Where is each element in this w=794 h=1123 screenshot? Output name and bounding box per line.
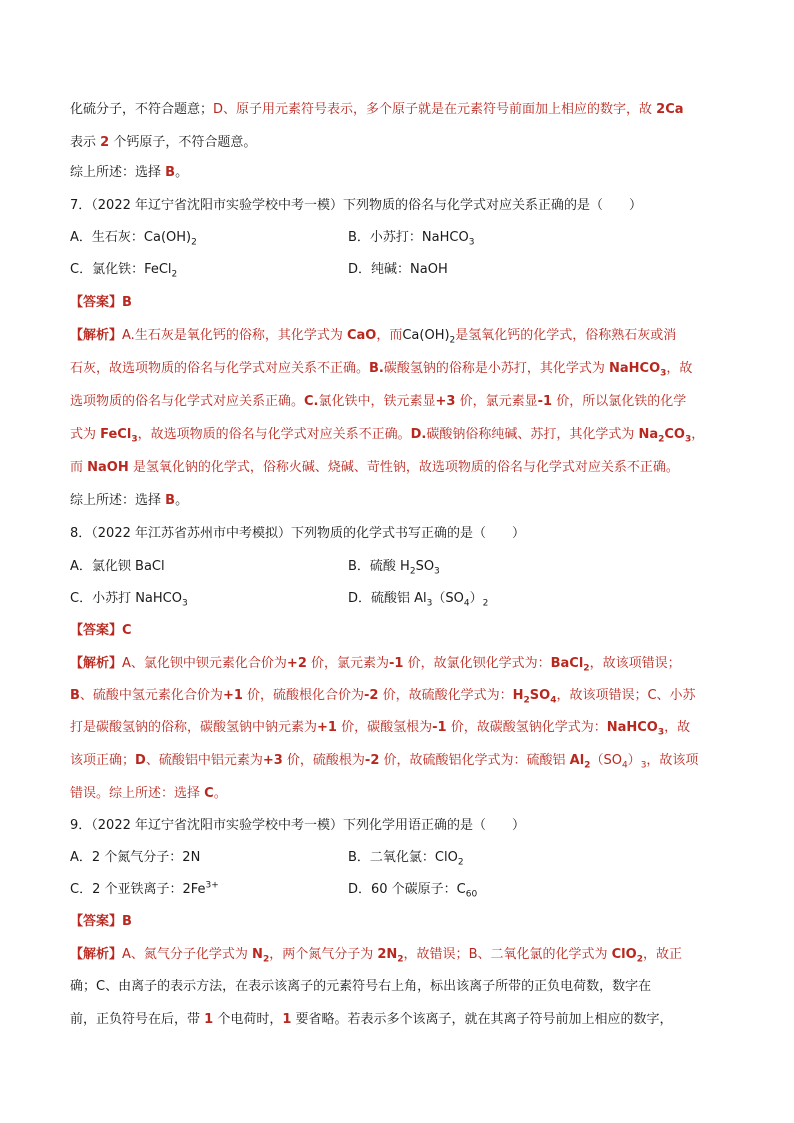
q8-explanation-line-4: 该项正确；D、硫酸铝中铝元素为+3 价，硫酸根为-2 价，故硫酸铝化学式为：硫酸铝 $Al_2(SO_4)_3$，故该项 xyxy=(70,753,699,771)
question-number: 7． xyxy=(70,198,92,213)
question-source: （2022 年辽宁省沈阳市实验学校中考一模） xyxy=(91,198,343,213)
q9-answer xyxy=(70,912,132,932)
q9-explanation-line-3: 前，正负符号在后，带 1 个电荷时，1 要省略。若表示多个该离子，就在其离子符号前加上相应的数字， xyxy=(70,1012,673,1027)
formula: 2Ca xyxy=(656,102,684,117)
q7-answer xyxy=(70,293,132,313)
question-number: 9． xyxy=(70,818,92,833)
q9-explanation-line-1: 【解析】A、氮气分子化学式为 $N_2$，两个氮气分子为 $2N_2$，故错误；B、二氧化氯的化学式为 ClO$_2$，故正 xyxy=(70,947,682,965)
q6-summary xyxy=(70,163,188,183)
explanation-tag: 【解析】 xyxy=(70,656,123,671)
answer-tag: 【答案】 xyxy=(70,623,123,638)
q9-stem xyxy=(70,816,525,836)
answer-letter: C xyxy=(122,623,132,638)
q8-explanation-line-3: 打是碳酸氢钠的俗称，碳酸氢钠中钠元素为+1 价，碳酸氢根为-1 价，故碳酸氢钠化学式为：NaHCO$_3$，故 xyxy=(70,720,691,738)
q7-options-row-1 xyxy=(70,228,730,248)
text: 表示 xyxy=(70,135,101,150)
text: D、原子用元素符号表示，多个原子就是在元素符号前面加上相应的数字，故 xyxy=(213,102,657,117)
answer-tag: 【答案】 xyxy=(70,914,123,929)
q7-stem xyxy=(70,196,642,216)
q7-explanation-line-3: 选项物质的俗名与化学式对应关系正确。C.氯化铁中，铁元素显+3 价，氯元素显-1 价，所以氯化铁的化学 xyxy=(70,394,687,409)
q7-option-c: C．氯化铁：FeCl$_2$ xyxy=(70,262,178,280)
q7-explanation-line-5: 而 NaOH 是氢氧化钠的化学式，俗称火碱、烧碱、苛性钠，故选项物质的俗名与化学式对应关系不正确。 xyxy=(70,460,679,475)
q7-option-b: B．小苏打：NaHCO$_3$ xyxy=(348,230,475,248)
q8-explanation-line-5: 错误。综上所述：选择 C。 xyxy=(70,786,227,801)
explanation-tag: 【解析】 xyxy=(70,947,123,962)
q8-explanation-line-2: B、硫酸中氢元素化合价为+1 价，硫酸根化合价为-2 价，故硫酸化学式为：$H_2SO_4$，故该项错误；C、小苏 xyxy=(70,688,696,706)
q9-explanation-line-2: 确；C、由离子的表示方法，在表示该离子的元素符号右上角，标出该离子所带的正负电荷数，数字在 xyxy=(70,979,652,994)
q8-option-c: C．小苏打 NaHCO$_3$ xyxy=(70,591,188,609)
q6-line-1 xyxy=(70,100,684,120)
q7-explanation-line-1: 【解析】A.生石灰是氧化钙的俗称，其化学式为 CaO，而$Ca(OH)_2$是氢氧化钙的化学式，俗称熟石灰或消 xyxy=(70,328,677,346)
question-stem: 下列化学用语正确的是（ ） xyxy=(343,818,526,833)
q9-option-c: C．2 个亚铁离子：$2Fe^{3+}$ xyxy=(70,880,219,897)
answer-letter: B xyxy=(122,295,132,310)
q8-option-d: D．硫酸铝 $Al_3(SO_4)_2$ xyxy=(348,591,489,609)
text: 化硫分子，不符合题意； xyxy=(70,102,214,117)
q7-option-d: D．纯碱：NaOH xyxy=(348,262,448,277)
q9-option-b: B．二氧化氯：ClO$_2$ xyxy=(348,850,464,868)
answer-letter: B xyxy=(165,493,176,508)
text: 。 xyxy=(175,165,189,180)
answer-letter: B xyxy=(165,165,176,180)
q8-options-row-1 xyxy=(70,557,730,577)
q7-explanation-line-4: 式为 FeCl$_3$，故选项物质的俗名与化学式对应关系不正确。D.碳酸钠俗称纯碱、苏打，其化学式为 $Na_2CO_3$， xyxy=(70,427,705,445)
question-stem: 下列物质的化学式书写正确的是（ ） xyxy=(291,526,526,541)
q8-answer xyxy=(70,621,132,641)
question-source: （2022 年江苏省苏州市中考模拟） xyxy=(91,526,291,541)
q9-option-a: A．2 个氮气分子：2N xyxy=(70,850,201,865)
q6-line-2 xyxy=(70,133,256,153)
question-stem: 下列物质的俗名与化学式对应关系正确的是（ ） xyxy=(343,198,643,213)
q8-options-row-2 xyxy=(70,589,730,609)
q8-option-a: A．氯化钡 BaCl xyxy=(70,559,165,574)
q9-options-row-2 xyxy=(70,880,730,900)
q9-option-d: D．60 个碳原子：$C_{60}$ xyxy=(348,882,478,900)
text: 个钙原子，不符合题意。 xyxy=(109,135,257,150)
number: 2 xyxy=(100,135,110,150)
q8-stem xyxy=(70,524,525,544)
q8-option-b: B．硫酸 $H_2SO_3$ xyxy=(348,559,440,577)
question-number: 8． xyxy=(70,526,92,541)
text: 综上所述：选择 xyxy=(70,165,166,180)
q7-summary: 综上所述：选择 B。 xyxy=(70,493,189,508)
q9-options-row-1 xyxy=(70,848,730,868)
q7-explanation-line-2: 石灰，故选项物质的俗名与化学式对应关系不正确。B.碳酸氢钠的俗称是小苏打，其化学式为 NaHCO$_3$，故 xyxy=(70,361,693,379)
q7-option-a: A．生石灰：$Ca(OH)_2$ xyxy=(70,230,197,248)
answer-tag: 【答案】 xyxy=(70,295,123,310)
q7-options-row-2 xyxy=(70,260,730,280)
explanation-tag: 【解析】 xyxy=(70,328,123,343)
answer-letter: B xyxy=(122,914,132,929)
question-source: （2022 年辽宁省沈阳市实验学校中考一模） xyxy=(91,818,343,833)
q8-explanation-line-1: 【解析】A、氯化钡中钡元素化合价为+2 价，氯元素为-1 价，故氯化钡化学式为：BaCl$_2$，故该项错误； xyxy=(70,656,681,674)
